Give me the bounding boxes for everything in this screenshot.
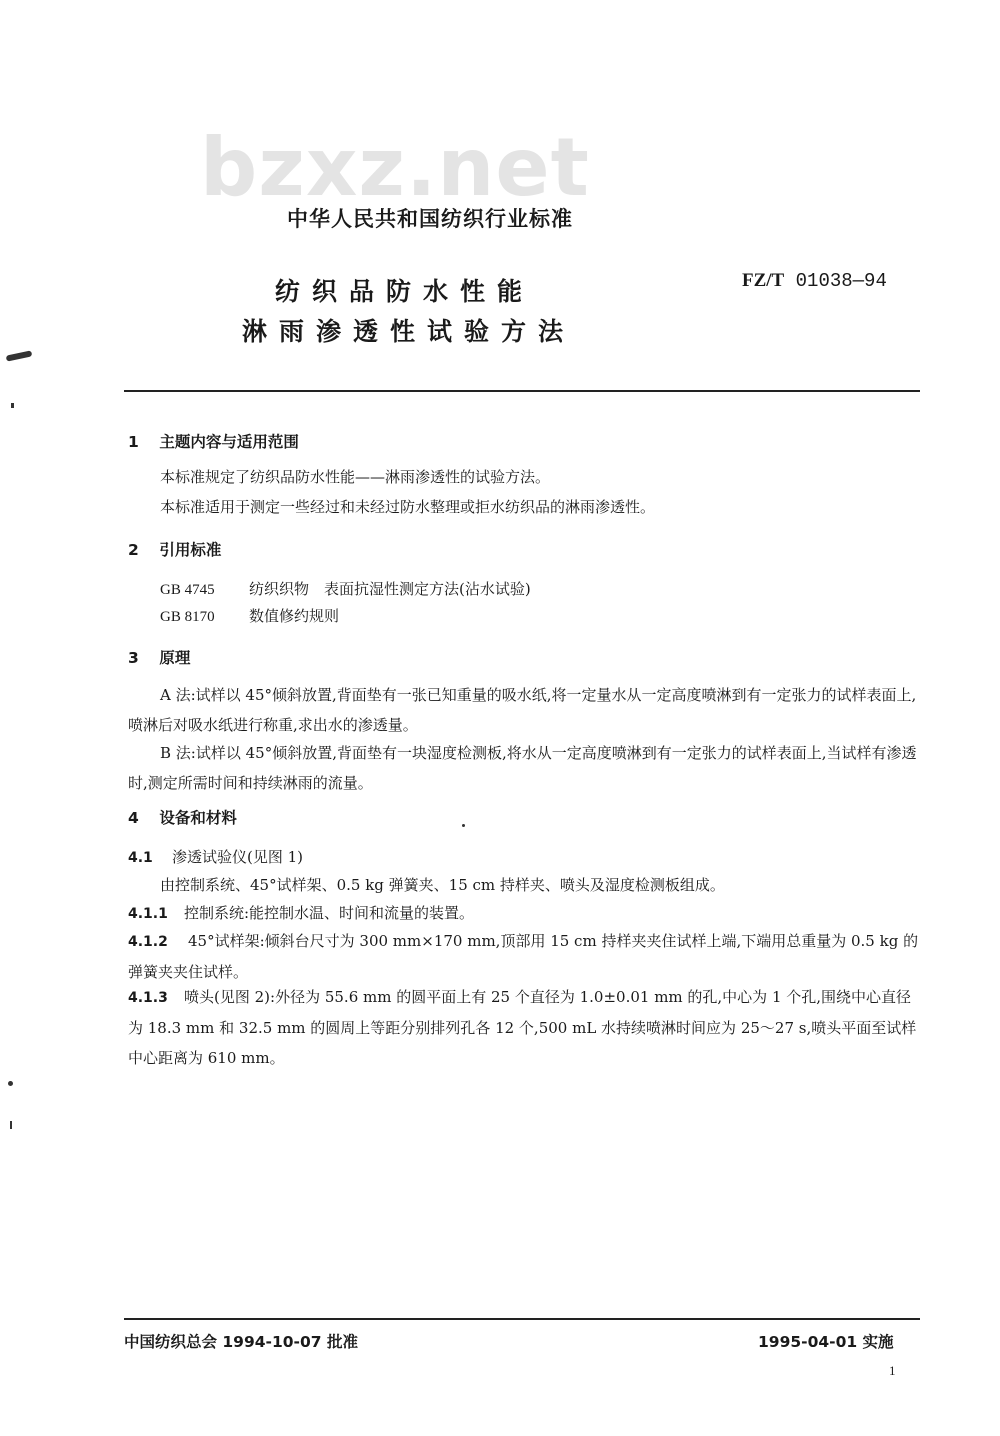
footer-divider	[124, 1318, 920, 1320]
clause-4-1-3	[128, 982, 924, 1073]
section-number: 4	[128, 809, 139, 827]
title-line-2: 淋雨渗透性试验方法	[242, 317, 576, 346]
clause-4-1	[128, 842, 924, 873]
section-title: 设备和材料	[159, 809, 237, 827]
scan-artifact	[462, 824, 465, 827]
reference-code: GB 8170	[160, 609, 215, 625]
section-3-method-b	[128, 738, 924, 798]
clause-text: 渗透试验仪(见图 1)	[172, 848, 304, 866]
standard-type-heading: 中华人民共和国纺织行业标准	[287, 207, 573, 231]
standard-code-number: 01038—94	[795, 270, 887, 292]
reference-name: 纺织织物 表面抗湿性测定方法(沾水试验)	[249, 580, 531, 598]
section-3-method-a	[128, 680, 924, 740]
clause-number: 4.1.3	[128, 990, 168, 1006]
page-number: 1	[889, 1363, 896, 1378]
section-title: 原理	[159, 649, 191, 667]
clause-number: 4.1.2	[128, 934, 168, 950]
section-number: 1	[128, 433, 139, 451]
section-2-heading	[128, 538, 221, 560]
section-3-heading	[128, 646, 190, 668]
section-4-heading	[128, 806, 237, 828]
section-title: 引用标准	[159, 541, 222, 559]
standard-code	[742, 270, 887, 292]
section-title: 主题内容与适用范围	[159, 433, 299, 451]
method-b-text: B 法:试样以 45°倾斜放置,背面垫有一块湿度检测板,将水从一定高度喷淋到有一定张力的试样表面上,当试样有渗透时,测定所需时间和持续淋雨的流量。	[128, 744, 917, 792]
header-divider	[124, 390, 920, 392]
clause-4-1-1	[128, 898, 924, 929]
scan-artifact	[8, 1081, 13, 1086]
reference-item	[160, 578, 531, 599]
standard-code-prefix: FZ/T	[742, 270, 785, 291]
section-1-paragraph-2: 本标准适用于测定一些经过和未经过防水整理或拒水纺织品的淋雨渗透性。	[160, 498, 656, 516]
watermark: bzxz.net	[200, 121, 590, 214]
reference-name: 数值修约规则	[249, 607, 340, 625]
implementation-date: 1995-04-01 实施	[758, 1333, 894, 1351]
scan-artifact	[11, 403, 14, 408]
clause-number: 4.1.1	[128, 906, 168, 922]
section-number: 3	[128, 649, 139, 667]
clause-text: 45°试样架:倾斜台尺寸为 300 mm×170 mm,顶部用 15 cm 持样夹夹住试样上端,下端用总重量为 0.5 kg 的弹簧夹夹住试样。	[128, 932, 919, 981]
method-a-text: A 法:试样以 45°倾斜放置,背面垫有一张已知重量的吸水纸,将一定量水从一定高度喷淋到有一定张力的试样表面上,喷淋后对吸水纸进行称重,求出水的渗透量。	[128, 686, 917, 734]
clause-number: 4.1	[128, 850, 153, 866]
clause-4-1-2	[128, 926, 924, 987]
section-number: 2	[128, 541, 139, 559]
section-1-heading	[128, 430, 299, 452]
section-1-paragraph-1: 本标准规定了纺织品防水性能——淋雨渗透性的试验方法。	[160, 468, 551, 486]
reference-code: GB 4745	[160, 582, 215, 598]
scan-artifact	[6, 350, 33, 361]
scan-artifact	[10, 1121, 12, 1129]
clause-text: 喷头(见图 2):外径为 55.6 mm 的圆平面上有 25 个直径为 1.0±0.01 mm 的孔,中心为 1 个孔,围绕中心直径为 18.3 mm 和 32.5 mm 的圆周上等距分别排列孔各 12 个,500 mL 水持续喷淋时间应为 25～27 s,喷头平面至试样中心距离为 610 mm。	[128, 988, 917, 1067]
clause-4-1-description: 由控制系统、45°试样架、0.5 kg 弹簧夹、15 cm 持样夹、喷头及湿度检测板组成。	[160, 876, 725, 894]
title-line-1: 纺织品防水性能	[275, 277, 535, 306]
approval-date: 中国纺织总会 1994-10-07 批准	[124, 1333, 358, 1351]
reference-item	[160, 605, 339, 626]
clause-text: 控制系统:能控制水温、时间和流量的装置。	[184, 904, 475, 922]
